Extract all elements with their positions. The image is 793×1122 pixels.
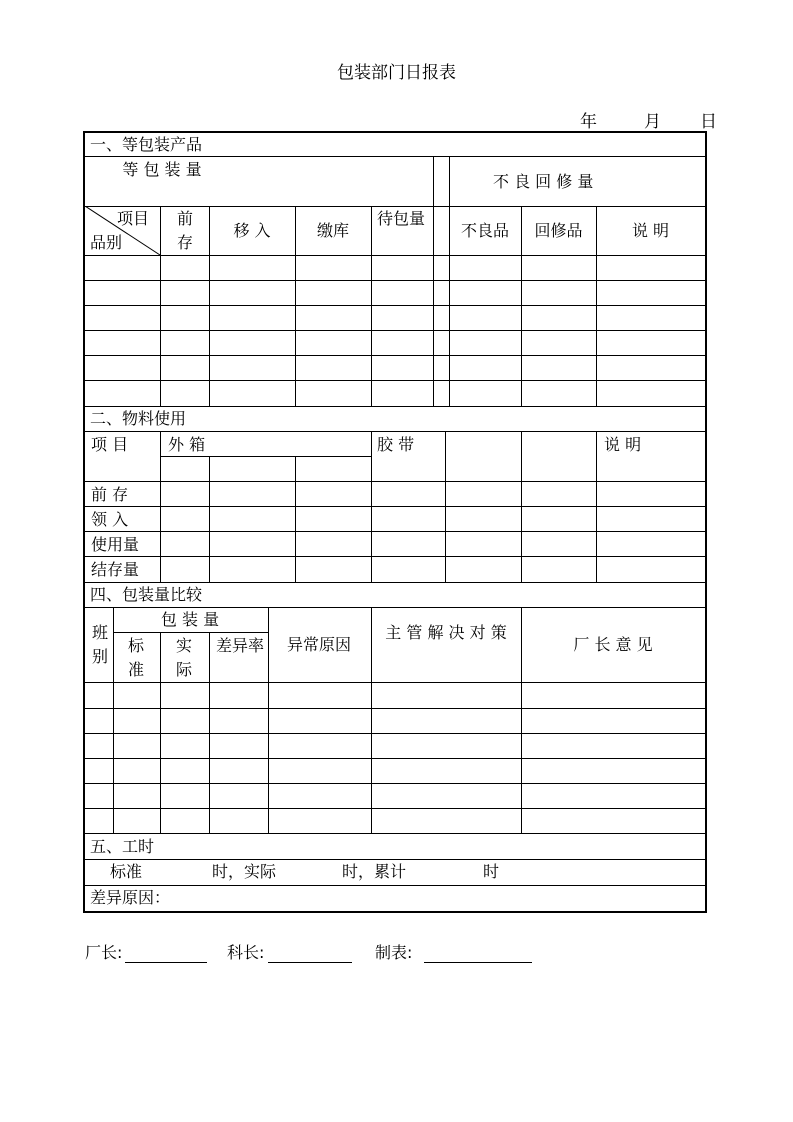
rule xyxy=(160,456,371,457)
rule xyxy=(85,708,705,709)
report-title: 包装部门日报表 xyxy=(337,63,456,83)
col-to-pack: 待包量 xyxy=(376,209,425,228)
date-year: 年 xyxy=(580,112,597,132)
hours-actual: 时，实际 xyxy=(212,862,277,881)
rule xyxy=(85,255,705,256)
row-used: 使用量 xyxy=(91,535,140,554)
rule xyxy=(85,783,705,784)
col-repair: 回修品 xyxy=(534,221,583,240)
report-table xyxy=(83,131,707,913)
date-month: 月 xyxy=(644,112,661,132)
diag-category-label: 品别 xyxy=(90,233,123,252)
rule xyxy=(85,758,705,759)
rule xyxy=(521,431,522,582)
rule xyxy=(596,431,597,582)
rule xyxy=(521,607,522,833)
sign-director-line xyxy=(125,962,207,963)
row-balance: 结存量 xyxy=(91,560,140,579)
outer-box-label: 外 箱 xyxy=(168,435,206,454)
note-label: 说 明 xyxy=(604,435,642,454)
date-day: 日 xyxy=(700,112,717,132)
rule xyxy=(85,885,705,886)
rule xyxy=(85,833,705,834)
tape-label: 胶 带 xyxy=(377,435,415,454)
rule xyxy=(268,607,269,833)
rule xyxy=(85,682,705,683)
section4-title: 四、包装量比较 xyxy=(90,585,203,604)
item-label: 项 目 xyxy=(91,435,129,454)
rule xyxy=(371,431,372,582)
hours-cumulative: 时，累计 xyxy=(342,862,407,881)
rule xyxy=(85,305,705,306)
group-defect-repair: 不 良 回 修 量 xyxy=(493,172,594,191)
pack-qty-label: 包 装 量 xyxy=(160,610,220,629)
rule xyxy=(295,206,296,406)
col-stored: 缴库 xyxy=(316,221,349,240)
rule xyxy=(160,632,161,833)
rule xyxy=(371,607,372,833)
rule xyxy=(521,206,522,406)
standard-label: 标准 xyxy=(127,636,144,679)
rule xyxy=(209,456,210,582)
shift-label: 班别 xyxy=(91,623,108,666)
diff-reason-label: 差异原因： xyxy=(90,888,171,907)
rule xyxy=(160,206,161,406)
sign-chief-label: 科长: xyxy=(227,943,265,962)
rule xyxy=(85,431,705,432)
rule xyxy=(295,456,296,582)
col-prev-stock: 前存 xyxy=(176,209,193,252)
sign-maker-line xyxy=(424,962,532,963)
director-opinion-label: 厂 长 意 见 xyxy=(573,635,653,654)
rule xyxy=(85,280,705,281)
hours-unit: 时 xyxy=(483,862,500,881)
rule xyxy=(160,431,161,582)
section2-title: 二、物料使用 xyxy=(90,409,187,428)
solution-label: 主 管 解 决 对 策 xyxy=(385,623,507,642)
col-move-in: 移 入 xyxy=(233,221,271,240)
rule xyxy=(113,632,268,633)
sign-director-label: 厂长: xyxy=(85,943,123,962)
sign-chief-line xyxy=(268,962,352,963)
hours-standard: 标准 xyxy=(110,862,143,881)
abnormal-reason-label: 异常原因 xyxy=(286,635,351,654)
rule xyxy=(85,156,705,157)
rule xyxy=(85,330,705,331)
row-prev-stock: 前 存 xyxy=(91,485,129,504)
group-packing-qty: 等 包 装 量 xyxy=(122,160,202,179)
rule xyxy=(113,607,114,833)
rule xyxy=(85,556,705,557)
actual-label: 实际 xyxy=(175,636,192,679)
rule xyxy=(209,206,210,406)
rule xyxy=(85,733,705,734)
sign-maker-label: 制表: xyxy=(375,943,413,962)
rule xyxy=(449,156,450,406)
col-note: 说 明 xyxy=(631,221,670,240)
diff-rate-label: 差异率 xyxy=(215,636,264,655)
rule xyxy=(85,481,705,482)
diag-item-label: 项目 xyxy=(117,209,150,228)
col-defect: 不良品 xyxy=(460,221,509,240)
rule xyxy=(209,632,210,833)
rule xyxy=(85,506,705,507)
rule xyxy=(85,808,705,809)
rule xyxy=(85,380,705,381)
rule xyxy=(596,206,597,406)
section1-title: 一、等包装产品 xyxy=(90,135,203,154)
rule xyxy=(371,206,372,406)
rule xyxy=(445,431,446,582)
rule xyxy=(85,355,705,356)
rule xyxy=(433,156,434,406)
rule xyxy=(85,531,705,532)
section5-title: 五、工时 xyxy=(90,837,155,856)
row-received: 领 入 xyxy=(91,510,129,529)
